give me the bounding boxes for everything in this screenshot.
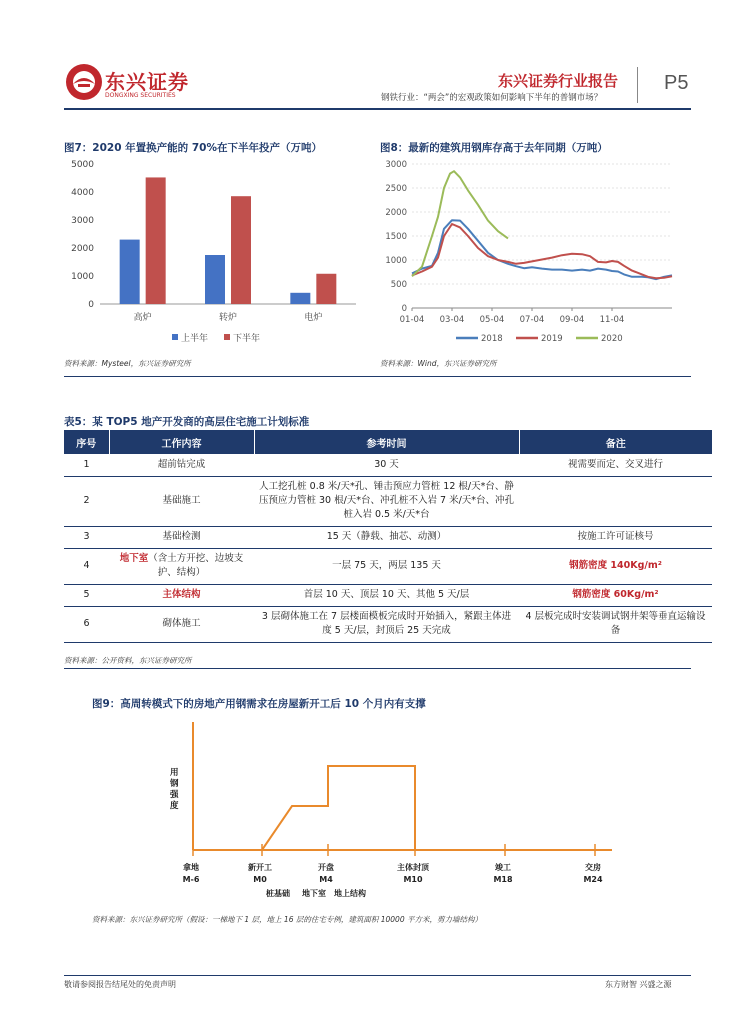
report-subtitle: 钢铁行业：“两会”的宏观政策如何影响下半年的普钢市场？ xyxy=(381,93,603,103)
milestone-month: M4 xyxy=(319,875,333,884)
table-header-row xyxy=(64,430,712,454)
milestone-label: 开盘 xyxy=(318,863,334,872)
figure7-source: 资料来源：Mysteel，东兴证券研究所 xyxy=(64,359,191,368)
phase-label: 桩基础 xyxy=(266,889,290,898)
figure8-title: 图8：最新的建筑用钢库存高于去年同期（万吨） xyxy=(380,142,608,154)
milestone-label: 拿地 xyxy=(183,863,199,872)
milestone-month: M24 xyxy=(583,875,603,884)
x-tick-label: 09-04 xyxy=(559,315,585,325)
y-tick-label: 0 xyxy=(88,300,94,310)
bar-上半年 xyxy=(120,240,140,304)
figure9-source: 资料来源：东兴证券研究所（假设：一梯地下 1 层，地上 16 层的住宅专例，建筑面积 10000 平方米，剪力墙结构） xyxy=(92,915,482,924)
milestone-month: M0 xyxy=(253,875,267,884)
header-divider xyxy=(637,67,638,103)
table-row xyxy=(64,584,712,606)
phase-label: 地下室 xyxy=(302,889,326,898)
legend-label: 上半年 xyxy=(181,334,209,344)
legend-label: 2019 xyxy=(541,334,563,344)
series-line-2020 xyxy=(412,171,508,276)
header-rule xyxy=(64,108,691,110)
y-tick-label: 1000 xyxy=(385,256,407,266)
cell-time: 首层 10 天、顶层 10 天、其他 5 天/层 xyxy=(254,584,519,606)
x-tick-label: 11-04 xyxy=(599,315,625,325)
cell-note: 钢筋密度 140Kg/m² xyxy=(519,548,712,584)
logo-text-cn: 东兴证券 xyxy=(105,70,189,94)
cell-no: 3 xyxy=(64,526,109,548)
table-row xyxy=(64,454,712,476)
y-tick-label: 0 xyxy=(401,304,407,314)
page-number: P5 xyxy=(664,72,689,94)
legend-swatch xyxy=(172,334,178,340)
cell-work-highlight: 主体结构 xyxy=(109,584,254,606)
cell-note: 按施工许可证核号 xyxy=(519,526,712,548)
figure8-chart xyxy=(378,156,694,352)
cell-time: 人工挖孔桩 0.8 米/天*孔、锤击预应力管桩 12 根/天*台、静压预应力管桩 30 根/天*台、冲孔桩不入岩 7 米/天*台、冲孔桩入岩 0.5 米/天*台 xyxy=(254,476,519,526)
col-header-no: 序号 xyxy=(64,430,109,454)
cell-note: 钢筋密度 60Kg/m² xyxy=(519,584,712,606)
series-line-2019 xyxy=(412,224,672,278)
cell-no: 1 xyxy=(64,454,109,476)
bar-下半年 xyxy=(316,274,336,304)
table-row xyxy=(64,548,712,584)
cell-note: 4 层板完成时安装调试钢井架等垂直运输设备 xyxy=(519,606,712,642)
x-tick-label: 05-04 xyxy=(479,315,505,325)
bar-上半年 xyxy=(290,293,310,304)
table-row xyxy=(64,526,712,548)
cell-time: 3 层砌体施工在 7 层楼面模板完成时开始插入，紧跟主体进度 5 天/层，封顶后 25 天完成 xyxy=(254,606,519,642)
x-category-label: 高炉 xyxy=(133,313,152,323)
cell-work: 基础检测 xyxy=(109,526,254,548)
y-tick-label: 3000 xyxy=(71,216,94,226)
x-tick-label: 03-04 xyxy=(439,315,465,325)
x-category-label: 转炉 xyxy=(218,313,238,323)
figure8-source: 资料来源：Wind，东兴证券研究所 xyxy=(380,359,497,368)
x-tick-label: 07-04 xyxy=(519,315,545,325)
logo-text-en: DONGXING SECURITIES xyxy=(105,92,176,99)
figure9-diagram xyxy=(92,712,652,912)
bar-上半年 xyxy=(205,255,225,304)
cell-time: 一层 75 天，两层 135 天 xyxy=(254,548,519,584)
cell-no: 2 xyxy=(64,476,109,526)
figure7-title: 图7：2020 年置换产能的 70%在下半年投产（万吨） xyxy=(64,142,322,154)
milestone-month: M18 xyxy=(493,875,513,884)
construction-plan-table xyxy=(64,430,712,643)
milestone-label: 交房 xyxy=(585,863,601,872)
milestone-month: M10 xyxy=(403,875,423,884)
legend-swatch xyxy=(224,334,230,340)
footer-slogan: 东方财智 兴盛之源 xyxy=(605,980,672,989)
figure9-title: 图9：高周转模式下的房地产用钢需求在房屋新开工后 10 个月内有支撑 xyxy=(92,698,426,710)
col-header-work: 工作内容 xyxy=(109,430,254,454)
legend-label: 2018 xyxy=(481,334,503,344)
y-tick-label: 1500 xyxy=(385,232,407,242)
phase-label: 地上结构 xyxy=(334,889,366,898)
table5-source: 资料来源：公开资料，东兴证券研究所 xyxy=(64,656,192,665)
y-tick-label: 500 xyxy=(390,280,407,290)
footer-rule xyxy=(64,975,691,976)
y-tick-label: 2000 xyxy=(71,244,94,254)
cell-work: 砌体施工 xyxy=(109,606,254,642)
steel-intensity-step-line xyxy=(193,766,415,850)
x-tick-label: 01-04 xyxy=(399,315,425,325)
cell-no: 4 xyxy=(64,548,109,584)
cell-work-detail: （含土方开挖、边坡支护、结构） xyxy=(148,553,244,578)
cell-no: 5 xyxy=(64,584,109,606)
cell-work xyxy=(109,548,254,584)
table-row xyxy=(64,476,712,526)
milestone-label: 新开工 xyxy=(248,863,272,872)
y-tick-label: 4000 xyxy=(71,188,94,198)
table5-title: 表5：某 TOP5 地产开发商的高层住宅施工计划标准 xyxy=(64,416,310,428)
y-tick-label: 2000 xyxy=(385,208,407,218)
report-type: 东兴证券行业报告 xyxy=(498,72,619,90)
table5 xyxy=(64,430,712,643)
y-tick-label: 1000 xyxy=(71,272,94,282)
bar-下半年 xyxy=(146,177,166,304)
cell-time: 15 天（静载、抽芯、动测） xyxy=(254,526,519,548)
cell-time: 30 天 xyxy=(254,454,519,476)
milestone-month: M-6 xyxy=(182,875,200,884)
col-header-note: 备注 xyxy=(519,430,712,454)
section-rule-1 xyxy=(64,376,691,377)
figure9-y-label: 用钢强度 xyxy=(170,768,179,811)
table-row xyxy=(64,606,712,642)
cell-note: 视需要而定、交叉进行 xyxy=(519,454,712,476)
y-tick-label: 2500 xyxy=(385,184,407,194)
y-tick-label: 3000 xyxy=(385,160,407,170)
footer-disclaimer: 敬请参阅报告结尾处的免责声明 xyxy=(64,980,176,989)
figure7-chart xyxy=(64,156,364,352)
legend-label: 2020 xyxy=(601,334,623,344)
milestone-label: 主体封顶 xyxy=(397,863,429,872)
cell-work-highlight: 地下室 xyxy=(119,553,149,564)
col-header-time: 参考时间 xyxy=(254,430,519,454)
cell-work: 基础施工 xyxy=(109,476,254,526)
cell-no: 6 xyxy=(64,606,109,642)
legend-label: 下半年 xyxy=(233,334,261,344)
bar-下半年 xyxy=(231,196,251,304)
cell-note xyxy=(519,476,712,526)
x-category-label: 电炉 xyxy=(304,313,323,323)
y-tick-label: 5000 xyxy=(71,160,94,170)
cell-work: 超前钻完成 xyxy=(109,454,254,476)
milestone-label: 竣工 xyxy=(495,863,511,872)
section-rule-2 xyxy=(64,668,691,669)
